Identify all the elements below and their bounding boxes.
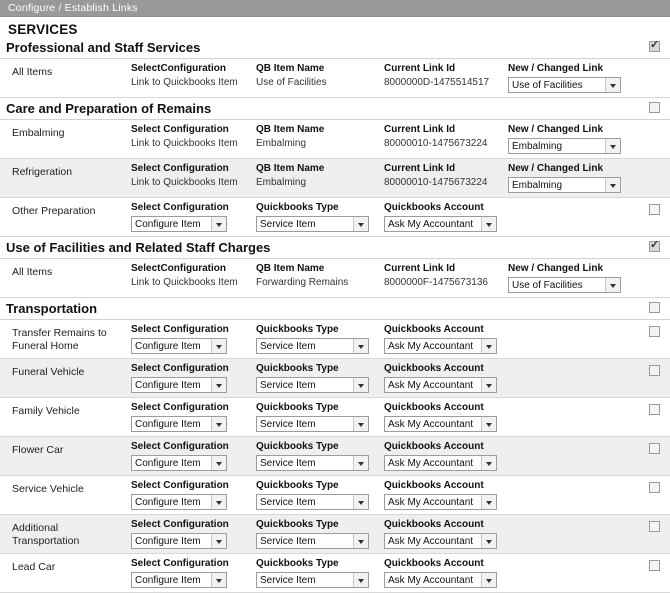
select-configuration-label: Select Configuration [131,402,229,413]
chevron-down-icon [481,456,496,470]
select-configuration-label: Select Configuration [131,441,229,452]
new-changed-link-label: New / Changed Link [508,63,604,74]
select-configuration-label: Select Configuration [131,202,229,213]
select-configuration-cell [131,202,256,232]
link-to-quickbooks-item-text: Link to Quickbooks Item [131,77,238,88]
row-checkbox[interactable] [649,521,660,532]
select-configuration-label: Select Configuration [131,558,229,569]
sections-container [0,37,670,593]
quickbooks-type-cell [256,324,384,354]
quickbooks-account-label: Quickbooks Account [384,519,484,530]
select-configuration-label: SelectConfiguration [131,63,227,74]
select-configuration-cell [131,63,256,89]
chevron-down-icon [481,378,496,392]
select-configuration-label: Select Configuration [131,363,229,374]
current-link-id-value: 80000010-1475673224 [384,177,488,188]
quickbooks-account-select[interactable]: Ask My Accountant [384,216,497,232]
chevron-down-icon [211,417,226,431]
quickbooks-type-select[interactable]: Service Item [256,494,369,510]
quickbooks-account-select[interactable]: Ask My Accountant [384,533,497,549]
quickbooks-account-cell [384,480,508,510]
quickbooks-account-label: Quickbooks Account [384,202,484,213]
table-row [0,159,670,198]
row-checkbox[interactable] [649,365,660,376]
row-checkbox[interactable] [649,482,660,493]
row-item-name: Additional Transportation [12,522,80,547]
select-configuration-cell [131,124,256,150]
new-changed-link-select[interactable]: Embalming [508,177,621,193]
chevron-down-icon [481,417,496,431]
section-group-checkbox[interactable] [649,41,660,52]
quickbooks-account-cell [384,263,508,289]
row-checkbox[interactable] [649,560,660,571]
row-item-name: All Items [12,66,53,78]
quickbooks-type-label: QB Item Name [256,163,325,174]
quickbooks-type-label: QB Item Name [256,263,325,274]
quickbooks-type-cell [256,519,384,549]
chevron-down-icon [353,573,368,587]
configure-item-select[interactable]: Configure Item [131,572,227,588]
new-changed-link-cell [508,163,658,193]
row-checkbox[interactable] [649,326,660,337]
qb-item-name-value: Use of Facilities [256,77,327,88]
quickbooks-account-label: Current Link Id [384,124,456,135]
quickbooks-type-select[interactable]: Service Item [256,338,369,354]
quickbooks-type-select[interactable]: Service Item [256,572,369,588]
section-header [0,37,670,59]
row-item-name: Family Vehicle [12,405,80,417]
chevron-down-icon [353,339,368,353]
quickbooks-account-cell [384,441,508,471]
chevron-down-icon [605,139,620,153]
section-group-checkbox[interactable] [649,241,660,252]
quickbooks-account-cell [384,324,508,354]
table-row [0,320,670,359]
quickbooks-type-label: QB Item Name [256,63,325,74]
select-configuration-cell [131,363,256,393]
chevron-down-icon [211,495,226,509]
quickbooks-account-label: Quickbooks Account [384,324,484,335]
select-configuration-label: Select Configuration [131,124,229,135]
section-header [0,237,670,259]
section-group-checkbox[interactable] [649,102,660,113]
quickbooks-type-cell [256,480,384,510]
quickbooks-type-label: Quickbooks Type [256,363,339,374]
select-configuration-label: Select Configuration [131,519,229,530]
breadcrumb[interactable]: Configure / Establish Links [8,2,138,14]
quickbooks-account-cell [384,402,508,432]
row-checkbox[interactable] [649,404,660,415]
section-group-checkbox[interactable] [649,302,660,313]
new-changed-link-cell [508,63,658,93]
chevron-down-icon [211,378,226,392]
configure-item-select[interactable]: Configure Item [131,216,227,232]
configure-item-select[interactable]: Configure Item [131,377,227,393]
select-configuration-cell [131,402,256,432]
select-configuration-cell [131,519,256,549]
quickbooks-account-label: Quickbooks Account [384,441,484,452]
quickbooks-account-select[interactable]: Ask My Accountant [384,494,497,510]
quickbooks-account-label: Quickbooks Account [384,402,484,413]
quickbooks-type-label: Quickbooks Type [256,402,339,413]
table-row [0,120,670,159]
configure-item-select[interactable]: Configure Item [131,338,227,354]
quickbooks-type-select[interactable]: Service Item [256,533,369,549]
row-item-name: Flower Car [12,444,64,456]
quickbooks-type-label: Quickbooks Type [256,558,339,569]
qb-item-name-value: Embalming [256,177,307,188]
quickbooks-type-cell [256,558,384,588]
quickbooks-type-label: Quickbooks Type [256,202,339,213]
quickbooks-type-cell [256,263,384,289]
chevron-down-icon [481,217,496,231]
row-item-name: Embalming [12,127,65,139]
row-item-name: Transfer Remains to Funeral Home [12,327,107,352]
quickbooks-type-cell [256,124,384,150]
quickbooks-account-label: Current Link Id [384,63,456,74]
quickbooks-account-select[interactable]: Ask My Accountant [384,455,497,471]
quickbooks-account-label: Current Link Id [384,263,456,274]
quickbooks-type-cell [256,163,384,189]
chevron-down-icon [211,534,226,548]
section-title: Use of Facilities and Related Staff Charges [6,240,271,255]
quickbooks-account-label: Quickbooks Account [384,558,484,569]
row-item-name: Service Vehicle [12,483,84,495]
quickbooks-type-cell [256,202,384,232]
new-changed-link-label: New / Changed Link [508,263,604,274]
configure-item-select[interactable]: Configure Item [131,533,227,549]
quickbooks-type-label: Quickbooks Type [256,480,339,491]
current-link-id-value: 8000000F-1475673136 [384,277,488,288]
row-checkbox[interactable] [649,204,660,215]
chevron-down-icon [353,534,368,548]
configure-item-select[interactable]: Configure Item [131,416,227,432]
select-configuration-label: Select Configuration [131,480,229,491]
chevron-down-icon [211,456,226,470]
section-title: Care and Preparation of Remains [6,101,212,116]
chevron-down-icon [211,339,226,353]
quickbooks-type-cell [256,63,384,89]
table-row [0,476,670,515]
quickbooks-type-select[interactable]: Service Item [256,416,369,432]
chevron-down-icon [211,217,226,231]
quickbooks-account-cell [384,363,508,393]
select-configuration-label: Select Configuration [131,163,229,174]
new-changed-link-cell [508,124,658,154]
quickbooks-type-label: Quickbooks Type [256,441,339,452]
quickbooks-account-label: Quickbooks Account [384,480,484,491]
select-configuration-label: Select Configuration [131,324,229,335]
row-item-name: Refrigeration [12,166,73,178]
link-to-quickbooks-item-text: Link to Quickbooks Item [131,177,238,188]
quickbooks-type-cell [256,402,384,432]
chevron-down-icon [481,573,496,587]
qb-item-name-value: Embalming [256,138,307,149]
row-checkbox[interactable] [649,443,660,454]
section-title: Professional and Staff Services [6,40,201,55]
quickbooks-type-select[interactable]: Service Item [256,377,369,393]
chevron-down-icon [605,178,620,192]
link-to-quickbooks-item-text: Link to Quickbooks Item [131,138,238,149]
page-title: SERVICES [8,22,78,37]
new-changed-link-select[interactable]: Embalming [508,138,621,154]
chevron-down-icon [481,495,496,509]
new-changed-link-select[interactable]: Use of Facilities [508,277,621,293]
chevron-down-icon [605,78,620,92]
current-link-id-value: 80000010-1475673224 [384,138,488,149]
quickbooks-type-select[interactable]: Service Item [256,455,369,471]
qb-item-name-value: Forwarding Remains [256,277,349,288]
select-configuration-cell [131,163,256,189]
table-row [0,259,670,298]
quickbooks-account-select[interactable]: Ask My Accountant [384,338,497,354]
quickbooks-type-cell [256,441,384,471]
select-configuration-label: SelectConfiguration [131,263,227,274]
quickbooks-account-cell [384,124,508,150]
link-to-quickbooks-item-text: Link to Quickbooks Item [131,277,238,288]
table-row [0,59,670,98]
new-changed-link-label: New / Changed Link [508,124,604,135]
table-row [0,398,670,437]
table-row [0,198,670,237]
quickbooks-account-cell [384,63,508,89]
new-changed-link-label: New / Changed Link [508,163,604,174]
configure-item-select[interactable]: Configure Item [131,494,227,510]
quickbooks-account-label: Current Link Id [384,163,456,174]
quickbooks-type-select[interactable]: Service Item [256,216,369,232]
section-header [0,298,670,320]
quickbooks-account-cell [384,558,508,588]
quickbooks-type-cell [256,363,384,393]
section-header [0,98,670,120]
select-configuration-cell [131,441,256,471]
configure-item-select[interactable]: Configure Item [131,455,227,471]
quickbooks-account-select[interactable]: Ask My Accountant [384,416,497,432]
table-row [0,515,670,554]
table-row [0,359,670,398]
quickbooks-account-cell [384,519,508,549]
select-configuration-cell [131,263,256,289]
quickbooks-account-select[interactable]: Ask My Accountant [384,377,497,393]
chevron-down-icon [353,456,368,470]
chevron-down-icon [481,534,496,548]
row-item-name: All Items [12,266,53,278]
quickbooks-type-label: QB Item Name [256,124,325,135]
select-configuration-cell [131,324,256,354]
quickbooks-type-label: Quickbooks Type [256,324,339,335]
chevron-down-icon [481,339,496,353]
quickbooks-account-cell [384,202,508,232]
row-item-name: Funeral Vehicle [12,366,85,378]
new-changed-link-cell [508,263,658,293]
table-row [0,554,670,593]
table-row [0,437,670,476]
chevron-down-icon [353,378,368,392]
quickbooks-account-select[interactable]: Ask My Accountant [384,572,497,588]
quickbooks-account-label: Quickbooks Account [384,363,484,374]
chevron-down-icon [353,217,368,231]
page-content [0,17,670,593]
quickbooks-account-cell [384,163,508,189]
new-changed-link-select[interactable]: Use of Facilities [508,77,621,93]
current-link-id-value: 8000000D-1475514517 [384,77,490,88]
select-configuration-cell [131,480,256,510]
section-title: Transportation [6,301,98,316]
row-item-name: Lead Car [12,561,56,573]
chevron-down-icon [353,417,368,431]
chevron-down-icon [353,495,368,509]
breadcrumb-bar [0,0,670,17]
chevron-down-icon [605,278,620,292]
row-item-name: Other Preparation [12,205,96,217]
quickbooks-type-label: Quickbooks Type [256,519,339,530]
chevron-down-icon [211,573,226,587]
select-configuration-cell [131,558,256,588]
